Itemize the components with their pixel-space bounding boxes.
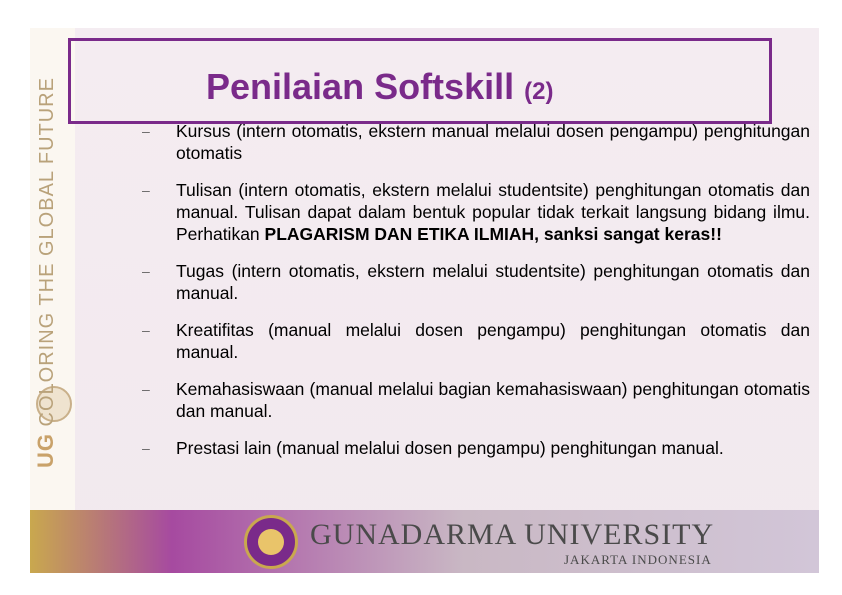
list-item <box>134 179 810 245</box>
bullet-text: Kursus (intern otomatis, ekstern manual melalui dosen pengampu) penghitungan otomatis <box>176 121 810 163</box>
bullet-dash: – <box>142 440 150 456</box>
title-text: Penilaian Softskill <box>206 66 515 107</box>
bullet-dash: – <box>142 263 150 279</box>
list-item <box>134 437 810 459</box>
side-ug-text: UG <box>33 433 58 468</box>
bullet-dash: – <box>142 123 150 139</box>
page-title <box>206 66 553 108</box>
bullet-text: Kemahasiswaan (manual melalui bagian kemahasiswaan) penghitungan otomatis dan manual. <box>176 379 810 421</box>
bullet-dash: – <box>142 322 150 338</box>
bullet-dash: – <box>142 182 150 198</box>
bullet-dash: – <box>142 381 150 397</box>
list-item <box>134 378 810 422</box>
side-tagline: COLORING THE GLOBAL FUTURE <box>36 77 58 427</box>
bullet-text: Kreatifitas (manual melalui dosen pengampu) penghitungan otomatis dan manual. <box>176 320 810 362</box>
footer-banner <box>30 510 819 573</box>
list-item <box>134 319 810 363</box>
university-city: JAKARTA INDONESIA <box>564 552 712 567</box>
title-suffix: (2) <box>524 78 554 105</box>
bullet-text: Tugas (intern otomatis, ekstern melalui studentsite) penghitungan otomatis dan manual. <box>176 261 810 303</box>
bullet-text: Prestasi lain (manual melalui dosen pengampu) penghitungan manual. <box>176 438 724 458</box>
bullet-bold-text: PLAGARISM DAN ETIKA ILMIAH, sanksi sangat keras!! <box>264 224 722 244</box>
side-banner-text <box>33 77 59 468</box>
list-item <box>134 260 810 304</box>
bullet-text: Tulisan (intern otomatis, ekstern melalui studentsite) penghitungan otomatis dan manual. Tulisan dapat dalam bentuk popular tidak terkait langsung bidang ilmu. Perhatikan <box>176 180 810 244</box>
slide <box>30 28 819 573</box>
bullet-list <box>134 120 810 474</box>
university-logo-icon <box>244 515 298 569</box>
university-name: GUNADARMA UNIVERSITY <box>310 518 715 551</box>
list-item <box>134 120 810 164</box>
